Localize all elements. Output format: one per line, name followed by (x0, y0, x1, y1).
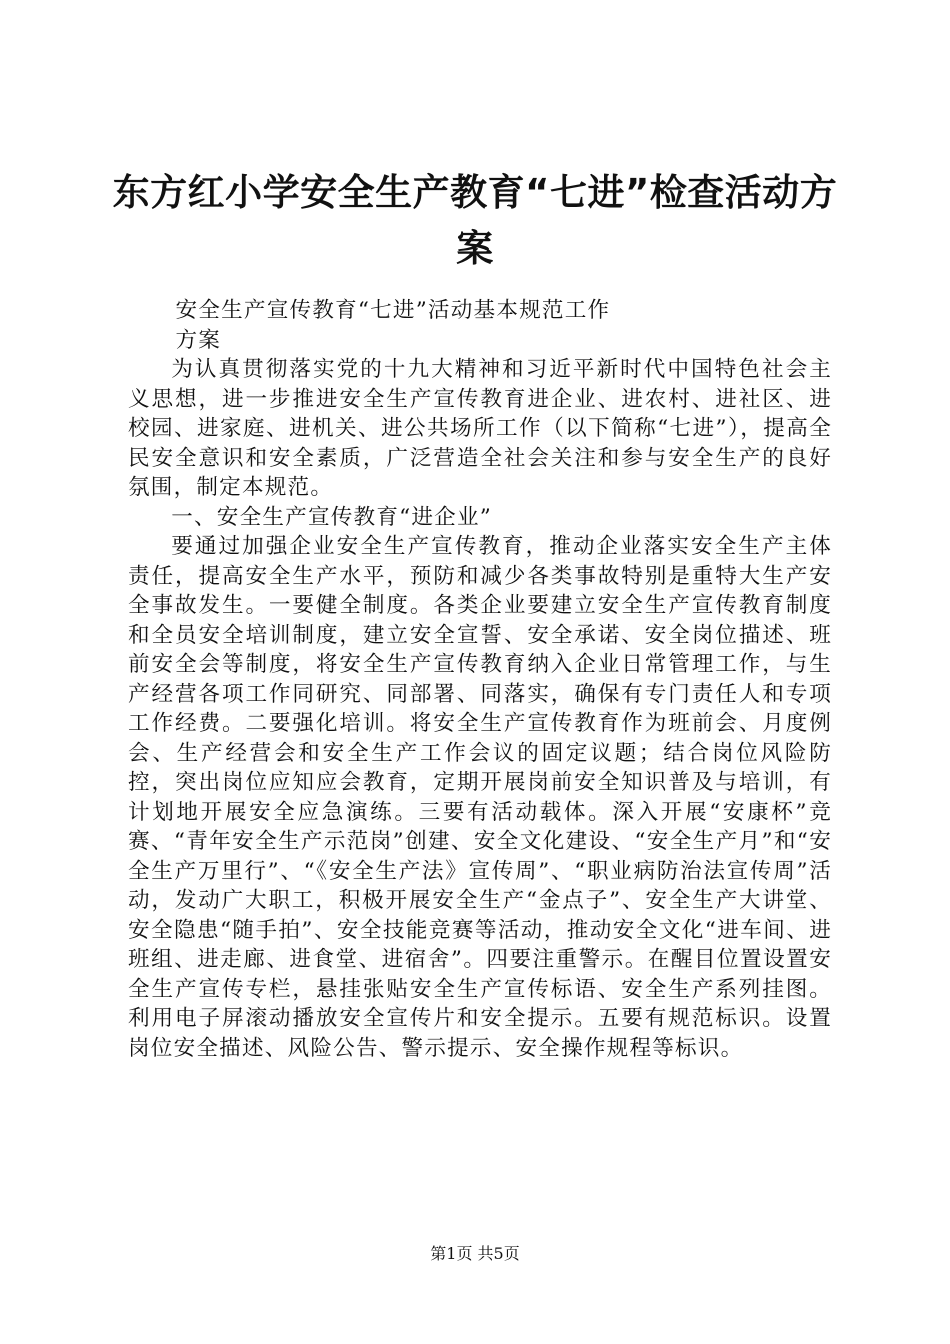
intro-paragraph: 为认真贯彻落实党的十九大精神和习近平新时代中国特色社会主义思想，进一步推进安全生产宣传教育进企业、进农村、进社区、进校园、进家庭、进机关、进公共场所工作（以下简称“七进”），提高全民安全意识和安全素质，广泛营造全社会关注和参与安全生产的良好氛围，制定本规范。 (128, 357, 832, 500)
document-title: 东方红小学安全生产教育“七进”检查活动方案 (112, 171, 838, 270)
page-number: 第1页 共5页 (430, 1244, 520, 1263)
document-subtitle: 安全生产宣传教育“七进”活动基本规范工作方案 (175, 298, 611, 353)
section-heading: 一、安全生产宣传教育“进企业” (171, 504, 492, 530)
document-body (128, 296, 832, 1063)
section-paragraph: 要通过加强企业安全生产宣传教育，推动企业落实安全生产主体责任，提高安全生产水平，预防和减少各类事故特别是重特大生产安全事故发生。一要健全制度。各类企业要建立安全生产宣传教育制度和全员安全培训制度，建立安全宣誓、安全承诺、安全岗位描述、班前安全会等制度，将安全生产宣传教育纳入企业日常管理工作，与生产经营各项工作同研究、同部署、同落实，确保有专门责任人和专项工作经费。二要强化培训。将安全生产宣传教育作为班前会、月度例会、生产经营会和安全生产工作会议的固定议题；结合岗位风险防控，突出岗位应知应会教育，定期开展岗前安全知识普及与培训，有计划地开展安全应急演练。三要有活动载体。深入开展“安康杯”竞赛、“青年安全生产示范岗”创建、安全文化建设、“安全生产月”和“安全生产万里行”、“《安全生产法》宣传周”、“职业病防治法宣传周”活动，发动广大职工，积极开展安全生产“金点子”、安全生产大讲堂、安全隐患“随手拍”、安全技能竞赛等活动，推动安全文化“进车间、进班组、进走廊、进食堂、进宿舍”。四要注重警示。在醒目位置设置安全生产宣传专栏，悬挂张贴安全生产宣传标语、安全生产系列挂图。利用电子屏滚动播放安全宣传片和安全提示。五要有规范标识。设置岗位安全描述、风险公告、警示提示、安全操作规程等标识。 (128, 534, 832, 1061)
